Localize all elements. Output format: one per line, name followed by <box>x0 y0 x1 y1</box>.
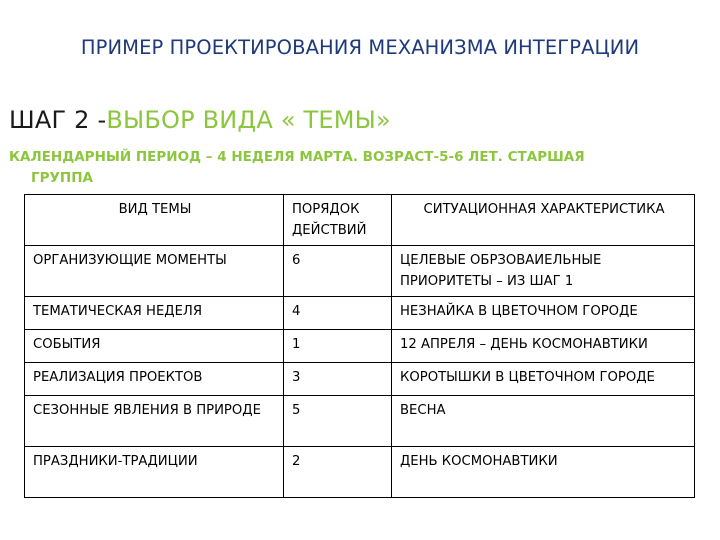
cell-order: 5 <box>284 396 392 447</box>
cell-topic-type: СЕЗОННЫЕ ЯВЛЕНИЯ В ПРИРОДЕ <box>25 396 284 447</box>
cell-situation: ДЕНЬ КОСМОНАВТИКИ <box>392 447 695 498</box>
header-situation: СИТУАЦИОННАЯ ХАРАКТЕРИСТИКА <box>392 195 695 246</box>
table-row <box>25 447 695 498</box>
page-title: ПРИМЕР ПРОЕКТИРОВАНИЯ МЕХАНИЗМА ИНТЕГРАЦИИ <box>80 36 640 59</box>
topic-table <box>24 194 695 498</box>
table-header-row <box>25 195 695 246</box>
step-accent: ВЫБОР ВИДА « ТЕМЫ» <box>106 106 391 134</box>
cell-order: 2 <box>284 447 392 498</box>
cell-topic-type: ОРГАНИЗУЮЩИЕ МОМЕНТЫ <box>25 246 284 297</box>
table-row <box>25 396 695 447</box>
cell-order: 3 <box>284 363 392 396</box>
cell-topic-type: СОБЫТИЯ <box>25 330 284 363</box>
step-prefix: ШАГ 2 - <box>9 106 107 134</box>
cell-situation: 12 АПРЕЛЯ – ДЕНЬ КОСМОНАВТИКИ <box>392 330 695 363</box>
step-heading <box>9 106 391 134</box>
subtitle-line-1: КАЛЕНДАРНЫЙ ПЕРИОД – 4 НЕДЕЛЯ МАРТА. ВОЗРАСТ-5-6 ЛЕТ. СТАРШАЯ <box>9 149 585 165</box>
cell-order: 4 <box>284 297 392 330</box>
table-row <box>25 246 695 297</box>
period-subtitle <box>9 147 689 189</box>
cell-situation: ЦЕЛЕВЫЕ ОБРЗОВАИЕЛЬНЫЕ ПРИОРИТЕТЫ – ИЗ ШАГ 1 <box>392 246 695 297</box>
cell-situation: НЕЗНАЙКА В ЦВЕТОЧНОМ ГОРОДЕ <box>392 297 695 330</box>
table-row <box>25 330 695 363</box>
subtitle-line-2: ГРУППА <box>31 170 93 186</box>
header-topic-type: ВИД ТЕМЫ <box>25 195 284 246</box>
cell-order: 1 <box>284 330 392 363</box>
cell-situation: КОРОТЫШКИ В ЦВЕТОЧНОМ ГОРОДЕ <box>392 363 695 396</box>
cell-topic-type: РЕАЛИЗАЦИЯ ПРОЕКТОВ <box>25 363 284 396</box>
table-row <box>25 297 695 330</box>
cell-topic-type: ПРАЗДНИКИ-ТРАДИЦИИ <box>25 447 284 498</box>
cell-topic-type: ТЕМАТИЧЕСКАЯ НЕДЕЛЯ <box>25 297 284 330</box>
header-order: ПОРЯДОК ДЕЙСТВИЙ <box>284 195 392 246</box>
cell-situation: ВЕСНА <box>392 396 695 447</box>
cell-order: 6 <box>284 246 392 297</box>
table-row <box>25 363 695 396</box>
